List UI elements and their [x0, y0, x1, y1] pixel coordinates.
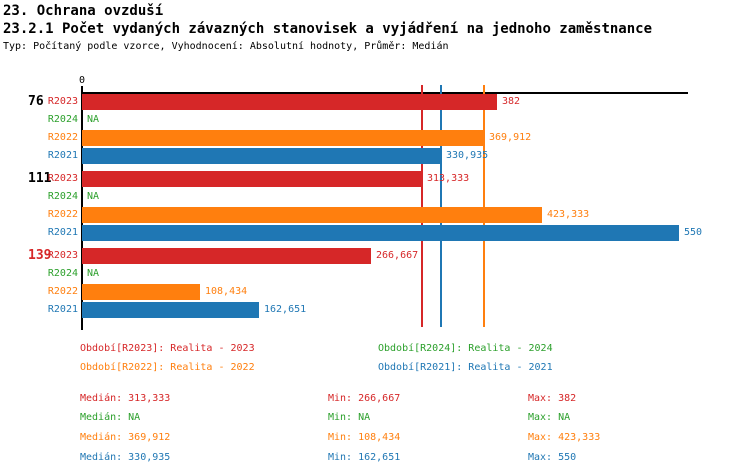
stat-median-R2024: Medián: NA — [80, 412, 141, 423]
stat-min-R2021: Min: 162,651 — [328, 452, 401, 463]
bar-value-label: 108,434 — [205, 286, 248, 297]
stat-median-R2023: Medián: 313,333 — [80, 393, 171, 404]
bar-76-R2023 — [82, 94, 497, 110]
row-label-R2024: R2024 — [47, 268, 78, 279]
legend-item-R2024: Období[R2024]: Realita - 2024 — [378, 343, 553, 354]
stat-max-R2024: Max: NA — [528, 412, 571, 423]
median-line-R2023 — [421, 85, 423, 327]
group-label-139: 139 — [28, 248, 52, 263]
indicator-meta: Typ: Počítaný podle vzorce, Vyhodnocení: Absolutní hodnoty, Průměr: Medián — [3, 41, 449, 52]
median-line-R2022 — [483, 85, 485, 327]
bar-value-label: 330,935 — [446, 150, 489, 161]
stat-min-R2023: Min: 266,667 — [328, 393, 401, 404]
row-label-R2023: R2023 — [47, 250, 78, 261]
legend-item-R2023: Období[R2023]: Realita - 2023 — [80, 343, 255, 354]
na-value-label: NA — [87, 268, 100, 279]
bar-111-R2021 — [82, 225, 679, 241]
legend-item-R2022: Období[R2022]: Realita - 2022 — [80, 362, 255, 373]
bar-76-R2022 — [82, 130, 484, 146]
stat-max-R2022: Max: 423,333 — [528, 432, 601, 443]
row-label-R2023: R2023 — [47, 96, 78, 107]
bar-value-label: 423,333 — [547, 209, 590, 220]
stat-max-R2021: Max: 550 — [528, 452, 577, 463]
stat-min-R2024: Min: NA — [328, 412, 371, 423]
legend-item-R2021: Období[R2021]: Realita - 2021 — [378, 362, 553, 373]
row-label-R2021: R2021 — [47, 304, 78, 315]
row-label-R2023: R2023 — [47, 173, 78, 184]
row-label-R2022: R2022 — [47, 209, 78, 220]
stat-min-R2022: Min: 108,434 — [328, 432, 401, 443]
row-label-R2022: R2022 — [47, 132, 78, 143]
group-label-76: 76 — [28, 94, 44, 109]
na-value-label: NA — [87, 191, 100, 202]
stat-median-R2021: Medián: 330,935 — [80, 452, 171, 463]
row-label-R2021: R2021 — [47, 150, 78, 161]
indicator-subtitle: 23.2.1 Počet vydaných závazných stanovisek a vyjádření na jednoho zaměstnance — [3, 21, 653, 37]
row-label-R2021: R2021 — [47, 227, 78, 238]
page-title: 23. Ochrana ovzduší — [3, 3, 164, 19]
row-label-R2022: R2022 — [47, 286, 78, 297]
bar-value-label: 382 — [502, 96, 521, 107]
bar-value-label: 550 — [684, 227, 703, 238]
row-label-R2024: R2024 — [47, 191, 78, 202]
bar-111-R2022 — [82, 207, 542, 223]
bar-139-R2022 — [82, 284, 200, 300]
bar-111-R2023 — [82, 171, 422, 187]
bar-value-label: 369,912 — [489, 132, 532, 143]
bar-value-label: 162,651 — [264, 304, 307, 315]
median-line-R2021 — [440, 85, 442, 327]
na-value-label: NA — [87, 114, 100, 125]
stat-max-R2023: Max: 382 — [528, 393, 577, 404]
bar-139-R2023 — [82, 248, 371, 264]
bar-76-R2021 — [82, 148, 441, 164]
bar-value-label: 266,667 — [376, 250, 419, 261]
group-label-111: 111 — [28, 171, 52, 186]
stat-median-R2022: Medián: 369,912 — [80, 432, 171, 443]
bar-139-R2021 — [82, 302, 259, 318]
bar-value-label: 313,333 — [427, 173, 470, 184]
axis-zero-tick-label: 0 — [78, 75, 86, 86]
row-label-R2024: R2024 — [47, 114, 78, 125]
